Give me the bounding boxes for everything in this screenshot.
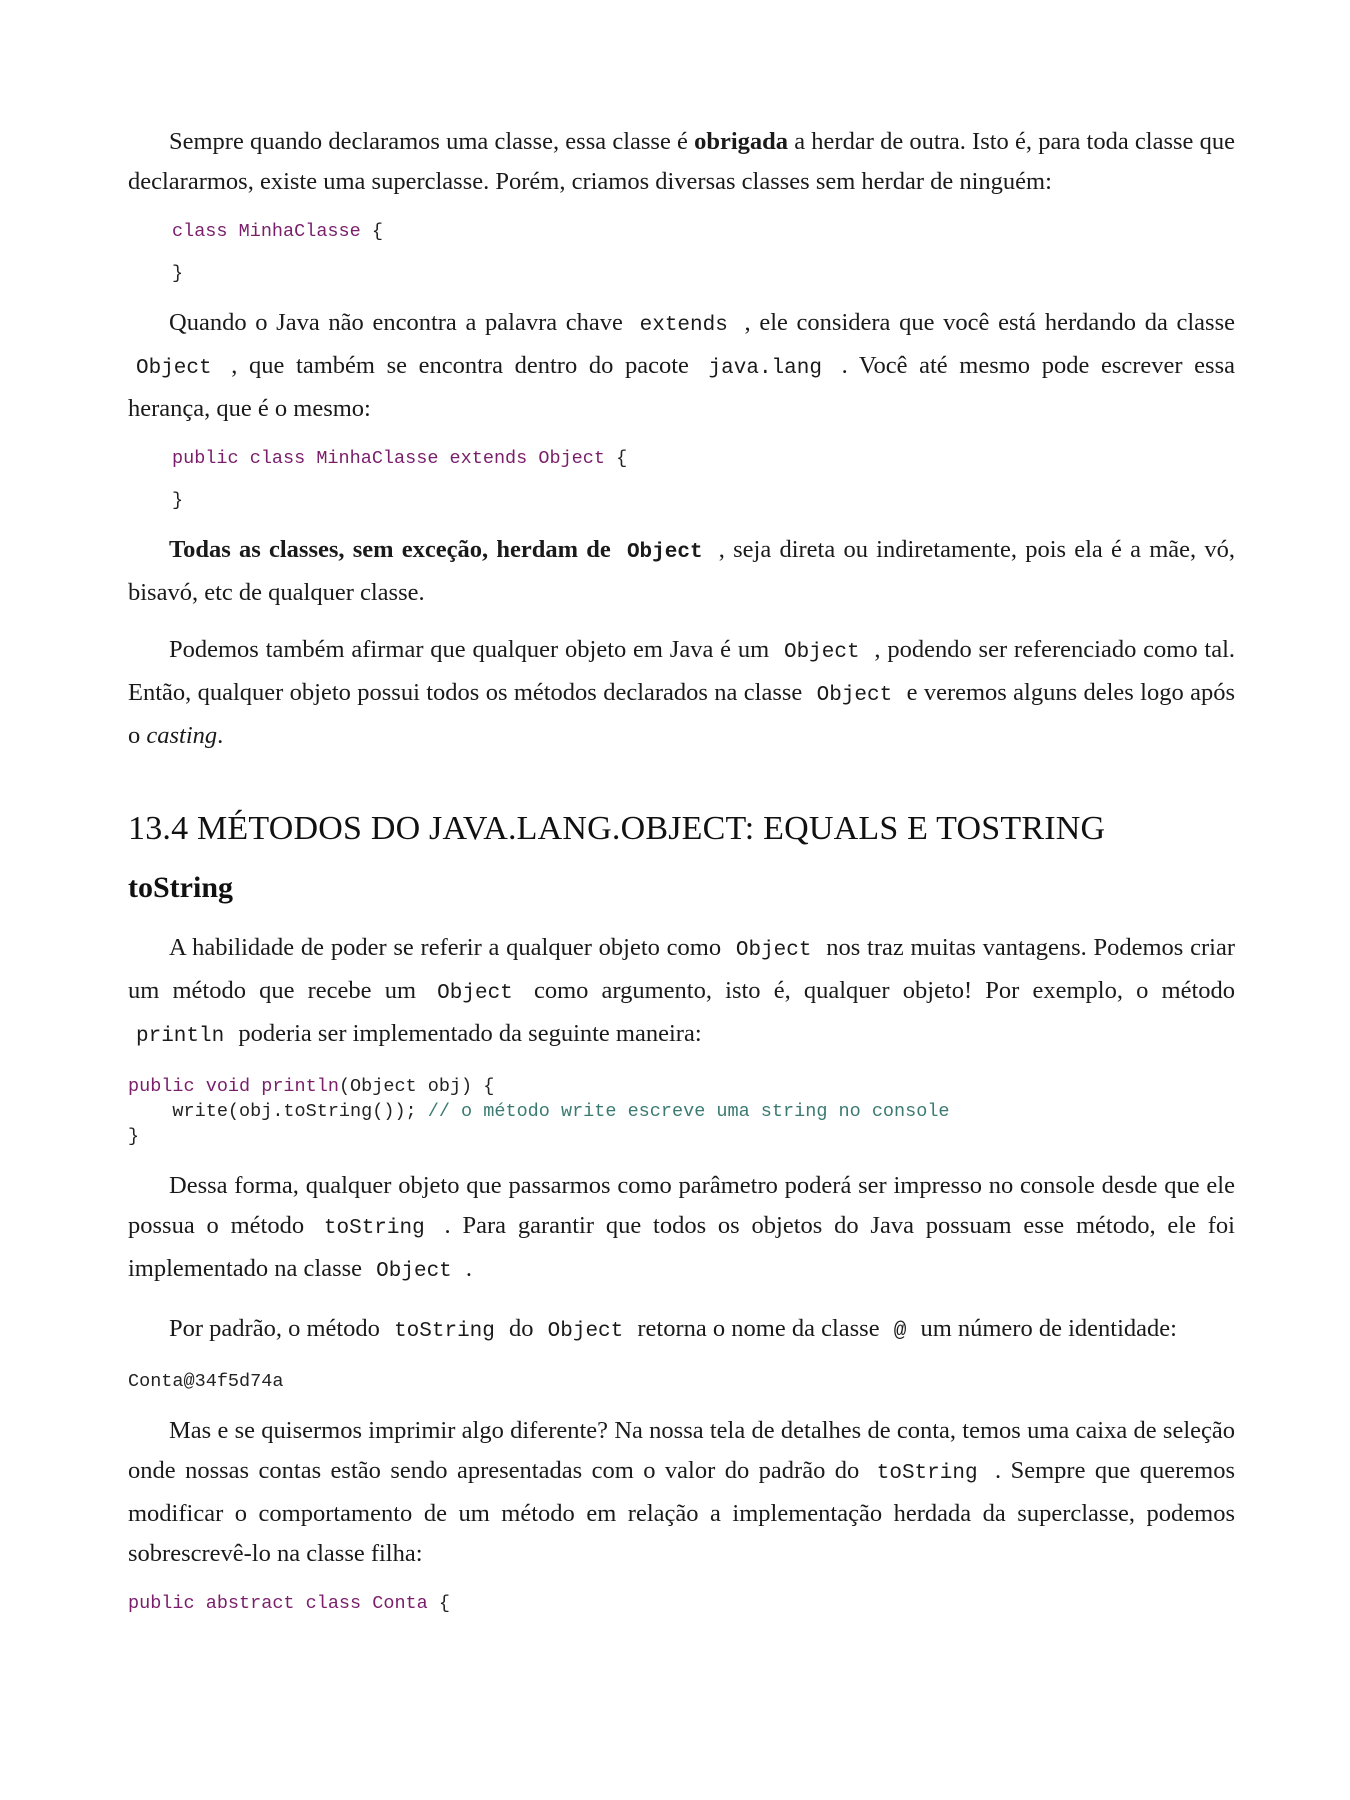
- text: Todas as classes, sem exceção, herdam de: [169, 536, 619, 563]
- inline-code: Object: [376, 1260, 452, 1283]
- inline-code: toString: [323, 1217, 425, 1240]
- code-keyword: public void println: [128, 1076, 339, 1097]
- italic-text: casting: [146, 722, 218, 749]
- paragraph-inheritance-intro: [128, 122, 1235, 202]
- text: A habilidade de poder se referir a qualquer objeto como: [169, 934, 728, 961]
- text: e veremos alguns deles logo após o: [128, 679, 1235, 749]
- inline-code: Object: [136, 357, 212, 380]
- text: .: [217, 722, 224, 749]
- text: . Para garantir que todos os objetos do Java possuam esse método, ele foi implementado na classe: [128, 1212, 1235, 1282]
- inline-code: println: [136, 1025, 225, 1048]
- paragraph-extends-object: [128, 303, 1235, 429]
- text: . Você até mesmo pode escrever essa herança, que é o mesmo:: [128, 352, 1236, 422]
- bold-text: [169, 536, 711, 563]
- text: um número de identidade:: [914, 1315, 1177, 1342]
- inline-code: toString: [394, 1320, 495, 1343]
- text: Quando o Java não encontra a palavra chave: [169, 309, 632, 336]
- paragraph-all-classes-inherit: [128, 530, 1235, 613]
- text: Dessa forma, qualquer objeto que passarmos como parâmetro poderá ser impresso no console desde que ele possua o método: [128, 1172, 1235, 1239]
- inline-code: Object: [626, 541, 703, 564]
- code-block-println: [128, 1074, 1235, 1149]
- text: Por padrão, o método: [169, 1315, 387, 1342]
- code-text: }: [172, 490, 184, 511]
- inline-code: Object: [437, 982, 513, 1005]
- paragraph-refer-as-object: [128, 928, 1235, 1057]
- paragraph-default-tostring: [128, 1309, 1235, 1352]
- code-text: {: [427, 1593, 450, 1614]
- bold-text: obrigada: [694, 128, 789, 155]
- code-block-closing-brace: [128, 488, 1235, 513]
- inline-code: toString: [876, 1462, 978, 1485]
- subsection-title: toString: [128, 871, 233, 904]
- inline-code: Object: [735, 939, 812, 962]
- code-block-conta-output: [128, 1369, 1235, 1394]
- text: , seja direta ou indiretamente, pois ela é a mãe, vó, bisavó, etc de qualquer classe.: [128, 536, 1235, 606]
- paragraph-any-object: [128, 630, 1235, 756]
- code-keyword: public abstract class Conta: [128, 1593, 428, 1614]
- text: , ele considera que você está herdando da classe: [735, 309, 1236, 336]
- text: . Sempre que queremos modificar o comportamento de um método em relação a implementação herdada da superclasse, podemos sobrescrevê-lo na classe filha:: [128, 1457, 1235, 1567]
- text: Sempre quando declaramos uma classe, essa classe é: [169, 128, 695, 155]
- inline-code: @: [893, 1320, 907, 1343]
- document-page: [128, 122, 1235, 1616]
- code-block-conta-class: [128, 1591, 1235, 1616]
- text: nos traz muitas vantagens. Podemos criar um método que recebe um: [128, 934, 1235, 1004]
- code-text: (Object obj) {: [338, 1076, 495, 1097]
- paragraph-tostring-required: [128, 1166, 1235, 1292]
- text: como argumento, isto é, qualquer objeto! Por exemplo, o método: [520, 977, 1236, 1004]
- code-text: Conta@34f5d74a: [128, 1371, 284, 1392]
- code-keyword: class MinhaClasse: [172, 221, 361, 242]
- text: do: [502, 1315, 540, 1342]
- code-text: write(obj.toString());: [128, 1101, 428, 1122]
- text: , que também se encontra dentro do pacote: [219, 352, 701, 379]
- text: Podemos também afirmar que qualquer objeto em Java é um: [169, 636, 776, 663]
- paragraph-override-tostring: [128, 1411, 1235, 1574]
- text: , podendo ser referenciado como tal. Então, qualquer objeto possui todos os métodos declarados na classe: [128, 636, 1235, 706]
- inline-code: Object: [547, 1320, 624, 1343]
- code-block-closing-brace: [128, 261, 1235, 286]
- inline-code: java.lang: [708, 357, 822, 380]
- code-text: }: [172, 263, 184, 284]
- inline-code: Object: [783, 641, 860, 664]
- code-block-minhaclasse: [128, 219, 1235, 244]
- code-comment: // o método write escreve uma string no console: [427, 1101, 950, 1122]
- code-keyword: public class MinhaClasse extends Object: [172, 448, 605, 469]
- text: Mas e se quisermos imprimir algo diferente? Na nossa tela de detalhes de conta, temos uma caixa de seleção onde nossas contas estão sendo apresentadas com o valor do padrão do: [128, 1417, 1235, 1484]
- text: .: [459, 1255, 473, 1282]
- inline-code: Object: [816, 684, 893, 707]
- code-text: {: [604, 448, 628, 469]
- text: retorna o nome da classe: [631, 1315, 886, 1342]
- section-title: 13.4 MÉTODOS DO JAVA.LANG.OBJECT: EQUALS E TOSTRING: [128, 810, 1106, 847]
- code-block-extends-object: [128, 446, 1235, 471]
- code-text: {: [360, 221, 383, 242]
- code-text: }: [128, 1126, 140, 1147]
- text: poderia ser implementado da seguinte maneira:: [232, 1020, 702, 1047]
- inline-code: extends: [639, 314, 728, 337]
- text: a herdar de outra. Isto é, para toda classe que declararmos, existe uma superclasse. Porém, criamos diversas classes sem herdar de ninguém:: [128, 128, 1235, 195]
